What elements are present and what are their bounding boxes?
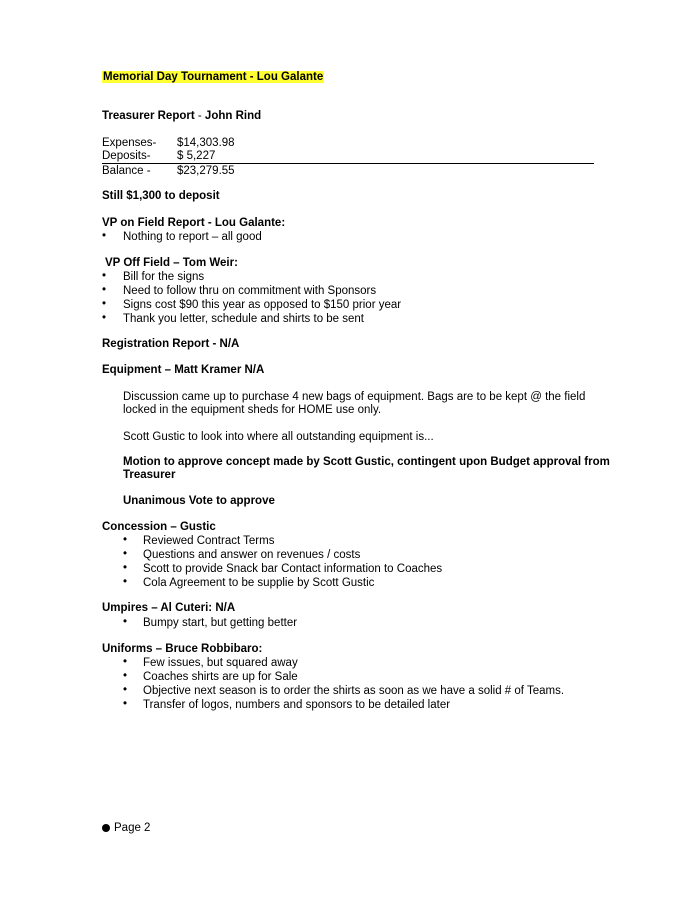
list-bullet: • [123, 698, 128, 710]
deposit-note: Still $1,300 to deposit [102, 190, 220, 202]
motion-line: Motion to approve concept made by Scott Gustic, contingent upon Budget approval from [123, 456, 610, 468]
title-highlight: Memorial Day Tournament - Lou Galante [103, 71, 324, 83]
list-bullet: • [123, 576, 128, 588]
list-bullet: • [123, 548, 128, 560]
list-bullet: • [102, 312, 107, 324]
list-bullet: • [123, 684, 128, 696]
list-item: Reviewed Contract Terms [143, 535, 275, 547]
list-bullet: • [102, 284, 107, 296]
umpires-heading: Umpires – Al Cuteri: N/A [102, 602, 236, 614]
list-item: Objective next season is to order the shirts as soon as we have a solid # of Teams. [143, 685, 565, 697]
treasurer-heading-name: John Rind [204, 110, 262, 122]
expenses-value: $14,303.98 [177, 137, 235, 149]
expenses-label: Expenses- [102, 137, 157, 149]
equipment-heading: Equipment – Matt Kramer N/A [102, 364, 265, 376]
list-item: Thank you letter, schedule and shirts to be sent [123, 313, 365, 325]
equipment-paragraph-line: locked in the equipment sheds for HOME use only. [123, 404, 382, 416]
list-item: Nothing to report – all good [123, 231, 262, 243]
document-title [102, 70, 324, 84]
list-item: Need to follow thru on commitment with Sponsors [123, 285, 377, 297]
vp-off-field-heading: VP Off Field – Tom Weir: [105, 257, 238, 269]
equipment-paragraph: Scott Gustic to look into where all outstanding equipment is... [123, 431, 434, 443]
deposits-value: $ 5,227 [177, 150, 216, 162]
list-bullet: • [123, 562, 128, 574]
concession-heading: Concession – Gustic [102, 521, 216, 533]
equipment-paragraph-line: Discussion came up to purchase 4 new bags of equipment. Bags are to be kept @ the field [123, 391, 586, 403]
list-item: Few issues, but squared away [143, 657, 298, 669]
list-item: Transfer of logos, numbers and sponsors to be detailed later [143, 699, 451, 711]
list-item: Bumpy start, but getting better [143, 617, 298, 629]
treasurer-heading-label: Treasurer Report [102, 110, 195, 122]
balance-value: $23,279.55 [177, 165, 235, 177]
deposits-label: Deposits- [102, 150, 151, 162]
list-bullet: • [102, 270, 107, 282]
page-footer [102, 821, 150, 835]
vote-result: Unanimous Vote to approve [123, 495, 275, 507]
balance-label: Balance - [102, 165, 151, 177]
list-item: Questions and answer on revenues / costs [143, 549, 361, 561]
list-bullet: • [123, 670, 128, 682]
page-number: Page 2 [114, 822, 151, 834]
list-item: Bill for the signs [123, 271, 205, 283]
list-item: Scott to provide Snack bar Contact information to Coaches [143, 563, 443, 575]
motion-line: Treasurer [123, 469, 176, 481]
treasurer-heading [102, 109, 261, 123]
treasurer-heading-sep: - [194, 110, 205, 122]
list-bullet: • [102, 230, 107, 242]
list-bullet: • [123, 656, 128, 668]
list-item: Cola Agreement to be supplie by Scott Gustic [143, 577, 375, 589]
balance-divider [102, 163, 594, 164]
list-bullet: • [102, 298, 107, 310]
filled-circle-icon [102, 824, 110, 832]
vp-on-field-heading: VP on Field Report - Lou Galante: [102, 217, 286, 229]
registration-heading: Registration Report - N/A [102, 338, 240, 350]
uniforms-heading: Uniforms – Bruce Robbibaro: [102, 643, 263, 655]
list-item: Coaches shirts are up for Sale [143, 671, 298, 683]
list-item: Signs cost $90 this year as opposed to $150 prior year [123, 299, 402, 311]
list-bullet: • [123, 616, 128, 628]
list-bullet: • [123, 534, 128, 546]
